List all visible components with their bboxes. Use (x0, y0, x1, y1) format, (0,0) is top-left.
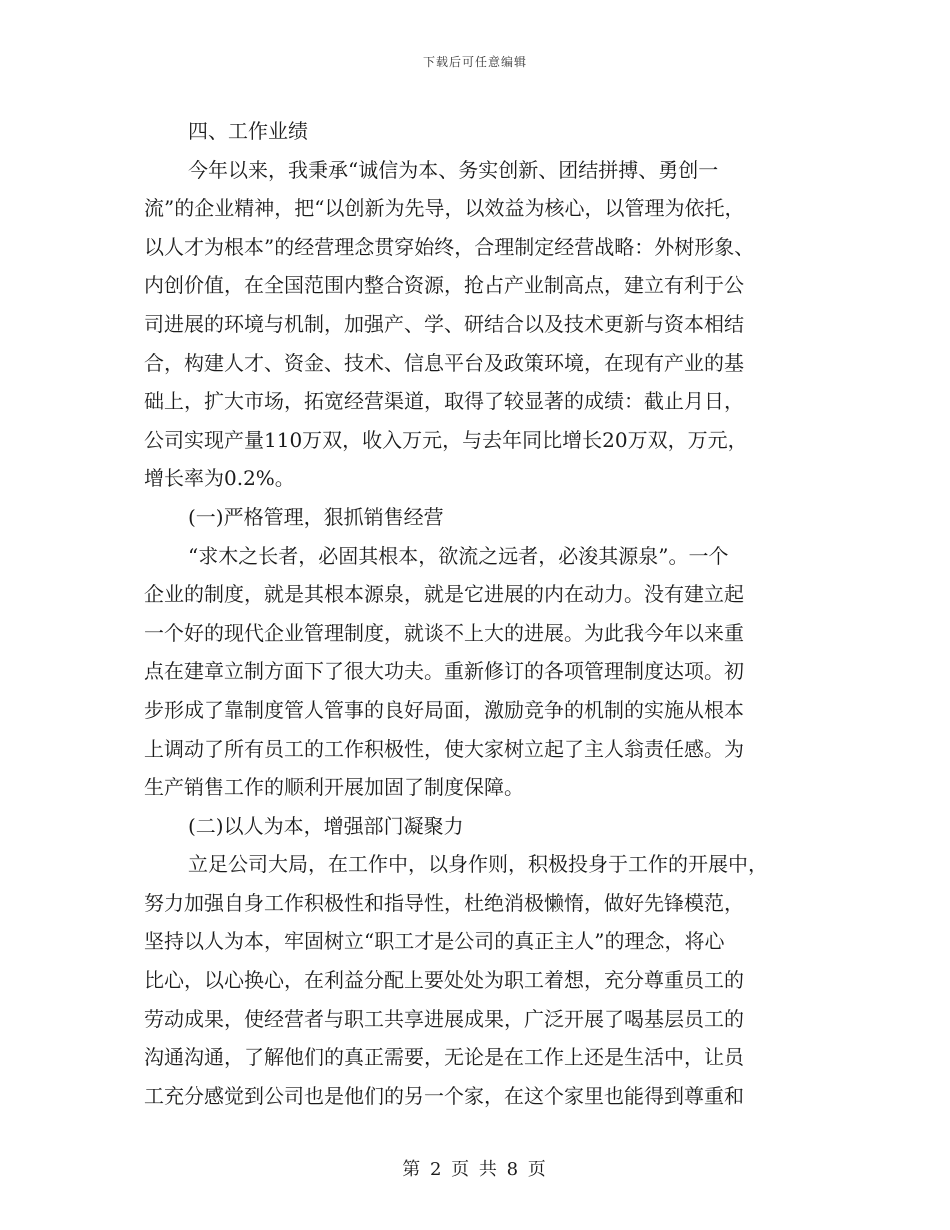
text-line: 一个好的现代企业管理制度，就谈不上大的进展。为此我今年以来重 (144, 620, 744, 645)
text-line: 础上，扩大市场，拓宽经营渠道，取得了较显著的成绩：截止月日， (144, 389, 744, 414)
text-line: 合，构建人才、资金、技术、信息平台及政策环境，在现有产业的基 (144, 350, 744, 375)
section1-continuation (144, 575, 809, 807)
section1-paragraph (144, 537, 809, 576)
text-line: 流”的企业精神，把“以创新为先导，以效益为核心，以管理为依托， (144, 196, 745, 221)
text-line: 内创价值，在全国范围内整合资源，抢占产业制高点，建立有利于公 (144, 273, 744, 298)
subsection-title-1 (144, 498, 809, 537)
text-line: 立足公司大局，在工作中，以身作则，积极投身于工作的开展中， (188, 852, 768, 877)
intro-continuation (144, 189, 809, 498)
text-line: 工充分感觉到公司也是他们的另一个家，在这个家里也能得到尊重和 (144, 1083, 744, 1108)
text-line: 以人才为根本”的经营理念贯穿始终，合理制定经营战略：外树形象、 (144, 234, 755, 259)
header-note: 下载后可任意编辑 (422, 55, 527, 69)
text-line: 步形成了靠制度管人管事的良好局面，激励竞争的机制的实施从根本 (144, 697, 744, 722)
section2-continuation (144, 884, 809, 1116)
text-line: 劳动成果，使经营者与职工共享进展成果，广泛开展了喝基层员工的 (144, 1006, 744, 1031)
intro-paragraph (144, 151, 809, 190)
text-line: “求木之长者，必固其根本，欲流之远者，必浚其源泉”。一个 (188, 543, 729, 568)
section-heading (144, 112, 809, 151)
section2-paragraph (144, 845, 809, 884)
text-line: 努力加强自身工作积极性和指导性，杜绝消极懒惰，做好先锋模范， (144, 890, 744, 915)
text-line: 增长率为0.2%。 (144, 466, 295, 491)
text-line: 点在建章立制方面下了很大功夫。重新修订的各项管理制度达项。初 (144, 659, 744, 684)
text-line: 沟通沟通，了解他们的真正需要，无论是在工作上还是生活中，让员 (144, 1045, 744, 1070)
subsection-title-text: (二)以人为本，增强部门凝聚力 (188, 813, 464, 838)
subsection-title-text: (一)严格管理，狠抓销售经营 (188, 504, 444, 529)
subsection-title-2 (144, 807, 809, 846)
text-line: 企业的制度，就是其根本源泉，就是它进展的内在动力。没有建立起 (144, 582, 744, 607)
text-line: 公司实现产量110万双，收入万元，与去年同比增长20万双，万元， (144, 427, 748, 452)
text-line: 今年以来，我秉承“诚信为本、务实创新、团结拼搏、勇创一 (188, 157, 719, 182)
text-line: 生产销售工作的顺利开展加固了制度保障。 (144, 775, 524, 800)
page-number: 第 2 页 共 8 页 (402, 1159, 548, 1180)
heading-line: 四、工作业绩 (188, 119, 308, 143)
document-body (144, 112, 809, 1115)
text-line: 司进展的环境与机制，加强产、学、研结合以及技术更新与资本相结 (144, 311, 744, 336)
text-line: 上调动了所有员工的工作积极性，使大家树立起了主人翁责任感。为 (144, 736, 744, 761)
text-line: 坚持以人为本，牢固树立“职工才是公司的真正主人”的理念，将心 (144, 929, 725, 954)
text-line: 比心，以心换心，在利益分配上要处处为职工着想，充分尊重员工的 (144, 968, 744, 993)
